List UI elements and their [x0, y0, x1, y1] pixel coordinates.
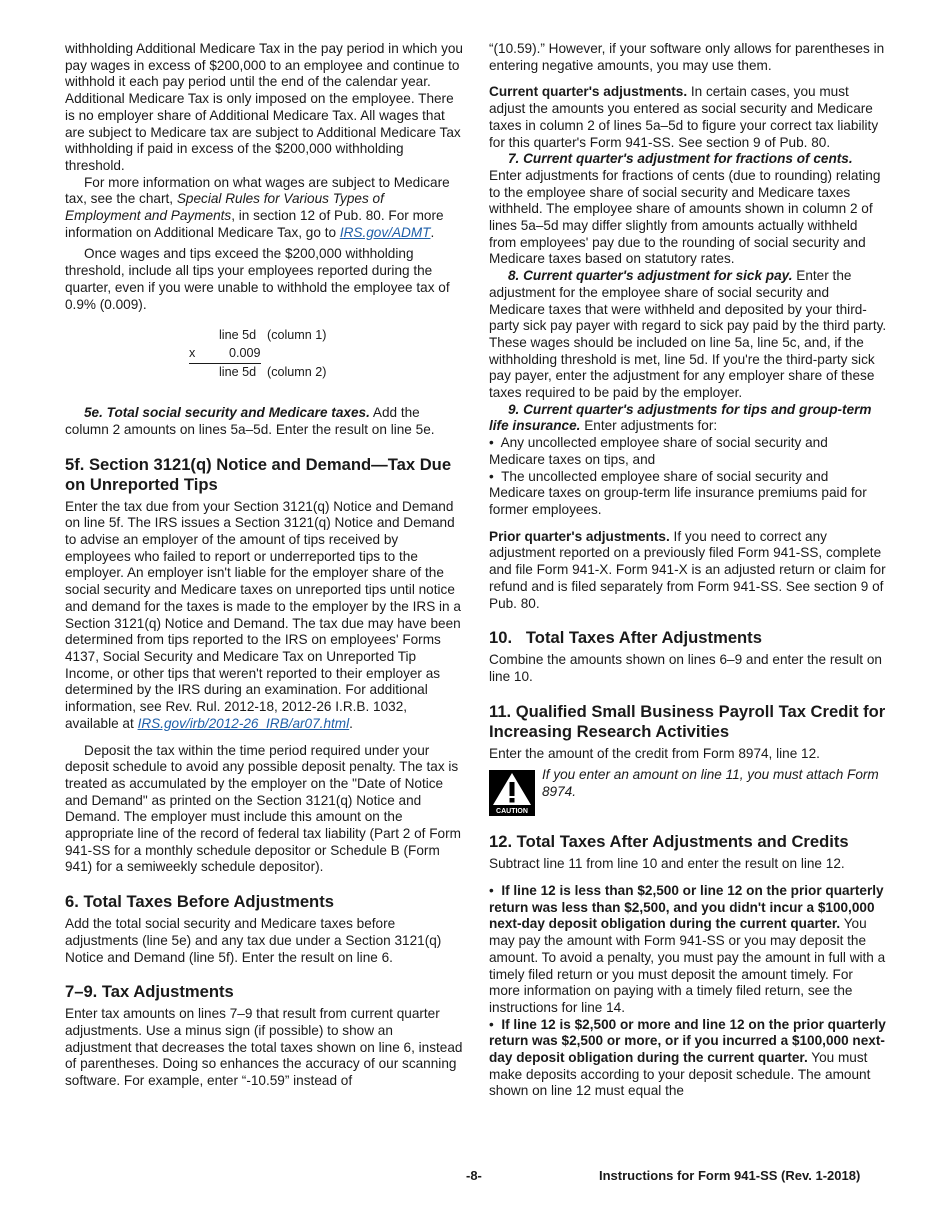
paragraph-7 [489, 151, 887, 268]
left-column [65, 41, 463, 1090]
current-quarter-title: Current quarter's adjustments. [489, 84, 688, 100]
text: In certain cases, you must adjust the amounts you entered as social security and Medicare taxes in column 2 of lines 5a–5d to figure your correct tax liability for this quarter's Form 941-SS. See section 9 of Pub. 80. [489, 84, 879, 150]
footer-title: Instructions for Form 941-SS (Rev. 1-2018) [599, 1168, 861, 1183]
text: Enter adjustments for fractions of cents (due to rounding) relating to the employee share of social security and Medicare taxes withheld. The employee share of amounts shown in column 2 of lines 5a–5d may differ slightly from amounts actually withheld from employees' pay due to the rounding of social security and Medicare taxes based on statutory rates. [489, 167, 881, 267]
line-8-title: 8. Current quarter's adjustment for sick pay. [508, 268, 793, 284]
calc-multiply-sign: x [189, 346, 196, 361]
calc-line5d-col2: line 5d [219, 365, 257, 380]
caution-icon [489, 770, 535, 816]
paragraph-additional-medicare: withholding Additional Medicare Tax in the pay period in which you pay wages in excess of $200,000 to an employee and continue to withhold it each pay period until the end of the calendar year. Additional Medicare Tax is only imposed on the employee. There is no employer share of Additional Medicare Tax. All wages that are subject to Medicare tax are subject to Additional Medicare Tax withholding if paid in excess of the $200,000 withholding threshold. [65, 41, 463, 173]
list-item: • Any uncollected employee share of social security and Medicare taxes on tips, and [489, 435, 828, 467]
prior-quarter-title: Prior quarter's adjustments. [489, 528, 670, 544]
irs-admt-link[interactable]: IRS.gov/ADMT [339, 224, 431, 240]
text: If you need to correct any adjustment reported on a previously filed Form 941-SS, complete and file Form 941-X. Form 941-X is an adjusted return or claim for refund and is filed separately from Form 941-SS. See section 9 of Pub. 80. [489, 528, 886, 611]
bullet-bold: If line 12 is less than $2,500 or line 12 on the prior quarterly return was less than $2,500, and you didn't incur a $100,000 next-day deposit obligation during the current quarter. [489, 883, 884, 932]
text: Enter the adjustment for the employee share of social security and Medicare taxes that were withheld and deposited by your third-party sick pay payer with regard to sick pay paid by the third party. These wages should be included on line 5a, line 5c, and, if the withholding threshold is met, line 5d. If you're the third-party sick pay payer, enter the adjustment for any employer share of these taxes required to be paid by the employer. [489, 268, 887, 401]
caution-text: If you enter an amount on line 11, you must attach Form 8974. [542, 767, 879, 800]
chart-reference: Special Rules for Various Types of Employment and Payments [65, 191, 384, 224]
paragraph-12: Subtract line 11 from line 10 and enter the result on line 12. [489, 856, 845, 872]
paragraph-negative-amounts: “(10.59).” However, if your software only allows for parentheses in entering negative amounts, you may use them. [489, 41, 885, 73]
text: . [430, 224, 435, 240]
irs-irb-link[interactable]: IRS.gov/irb/2012-26_IRB/ar07.html [137, 715, 350, 731]
paragraph-6: Add the total social security and Medicare taxes before adjustments (line 5e) and any tax due under a Section 3121(q) Notice and Demand (line 5f). Enter the result on line 6. [65, 916, 442, 965]
paragraph-more-info [65, 175, 463, 242]
line-7-title: 7. Current quarter's adjustment for fractions of cents. [508, 151, 853, 167]
heading-11: 11. Qualified Small Business Payroll Tax Credit for Increasing Research Activities [489, 701, 886, 741]
paragraph-prior-quarter [489, 529, 887, 613]
text: Enter adjustments for: [580, 418, 718, 434]
text: Enter the tax due from your Section 3121(q) Notice and Demand on line 5f. The IRS issues a Section 3121(q) Notice and Demand to advise an employer of the amount of tips received by employees who failed to report or underreported tips to the employer. An employer isn't liable for the employer share of the social security and Medicare taxes on unreported tips until notice and demand for the taxes is made to the employer by the IRS in a Section 3121(q) Notice and Demand. The tax due may have been determined from tips reported to the IRS on employees' Forms 4137, Social Security and Medicare Tax on Unreported Tip Income, or other tips that weren't reported to their employer as determined by the IRS during an examination. For additional information, see Rev. Rul. 2012-18, 2012-26 I.R.B. 1032, available at [65, 498, 461, 731]
paragraph-current-quarter-adjustments [489, 84, 887, 151]
list-item: • If line 12 is less than $2,500 or line 12 on the prior quarterly return was less than $2,500, and you didn't incur a $100,000 next-day deposit obligation during the current quarter. You may pay the amount with Form 941-SS or you may deposit the amount. To avoid a penalty, you must pay the amount in full with a timely filed return or you must deposit the amount timely. For more information on paying with a timely filed return, see the instructions for line 14. [489, 883, 886, 1015]
heading-10: 10. Total Taxes After Adjustments [489, 628, 762, 648]
paragraph-11: Enter the amount of the credit from Form 8974, line 12. [489, 745, 820, 761]
calculation-table [65, 313, 463, 403]
paragraph-8 [489, 268, 887, 402]
paragraph-5f-notice [65, 499, 463, 733]
right-column [489, 41, 887, 1100]
calc-line5d-col1: line 5d [219, 328, 257, 343]
bullet-text: You must make deposits according to your deposit schedule. The amount shown on line 12 must equal the [489, 1050, 871, 1099]
text: , in section 12 of Pub. 80. For more information on Additional Medicare Tax, go to [65, 208, 444, 240]
caution-label: CAUTION [496, 808, 528, 816]
heading-7-9: 7–9. Tax Adjustments [65, 982, 234, 1002]
paragraph-10: Combine the amounts shown on lines 6–9 and enter the result on line 10. [489, 652, 882, 684]
list-item: • The uncollected employee share of social security and Medicare taxes on group-term life insurance premiums paid for former employees. [489, 468, 867, 517]
heading-12: 12. Total Taxes After Adjustments and Credits [489, 832, 849, 852]
bullet-bold: If line 12 is $2,500 or more and line 12 on the prior quarterly return was $2,500 or more, or if you incurred a $100,000 next-day deposit obligation during the current quarter. [489, 1016, 886, 1066]
text: . [349, 715, 353, 731]
calc-column2-label: (column 2) [267, 365, 327, 380]
paragraph-9 [489, 402, 887, 435]
list-item: • If line 12 is $2,500 or more and line 12 on the prior quarterly return was $2,500 or more, or if you incurred a $100,000 next-day deposit obligation during the current quarter. You must make deposits according to your deposit schedule. The amount shown on line 12 must equal the [489, 1016, 886, 1099]
paragraph-5f-deposit: Deposit the tax within the time period required under your deposit schedule to avoid any possible deposit penalty. The tax is treated as accumulated by the employer on the "Date of Notice and Demand" as printed on the Section 3121(q) Notice and Demand. The employer must include this amount on the appropriate line of the record of federal tax liability (Part 2 of Form 941-SS for a monthly schedule depositor or Schedule B (Form 941) for a semiweekly schedule depositor). [65, 742, 461, 875]
calc-multiplier: 0.009 [229, 346, 261, 361]
calc-column1-label: (column 1) [267, 328, 327, 343]
text: Add the column 2 amounts on lines 5a–5d. Enter the result on line 5e. [65, 405, 435, 437]
line-5e-title: 5e. Total social security and Medicare taxes. [84, 405, 370, 421]
paragraph-5e [65, 405, 463, 438]
bullet-text: The uncollected employee share of social security and Medicare taxes on group-term life insurance premiums paid for former employees. [489, 468, 867, 517]
caution-note [489, 767, 887, 816]
heading-5f: 5f. Section 3121(q) Notice and Demand—Tax Due on Unreported Tips [65, 454, 452, 494]
bullet-text: You may pay the amount with Form 941-SS or you may deposit the amount. To avoid a penalty, you must pay the amount in full with a timely filed return or you must deposit the amount timely. For more information on paying with a timely filed return, see the instructions for line 14. [489, 916, 886, 1015]
page-number: -8- [466, 1168, 482, 1183]
bullet-text: Any uncollected employee share of social security and Medicare taxes on tips, and [489, 435, 828, 467]
paragraph-threshold-tips: Once wages and tips exceed the $200,000 withholding threshold, include all tips your employees reported during the quarter, even if you were unable to withhold the employee tax of 0.9% (0.009). [65, 246, 450, 312]
paragraph-7-9: Enter tax amounts on lines 7–9 that result from current quarter adjustments. Use a minus sign (if possible) to show an adjustment that decreases the total taxes shown on line 6, instead of parentheses. Doing so enhances the accuracy of our scanning software. For example, enter “-10.59” instead of [65, 1006, 463, 1089]
line-9-title: 9. Current quarter's adjustments for tips and group-term life insurance. [489, 401, 872, 434]
heading-6: 6. Total Taxes Before Adjustments [65, 892, 334, 912]
text: For more information on what wages are subject to Medicare tax, see the chart, [65, 174, 450, 207]
